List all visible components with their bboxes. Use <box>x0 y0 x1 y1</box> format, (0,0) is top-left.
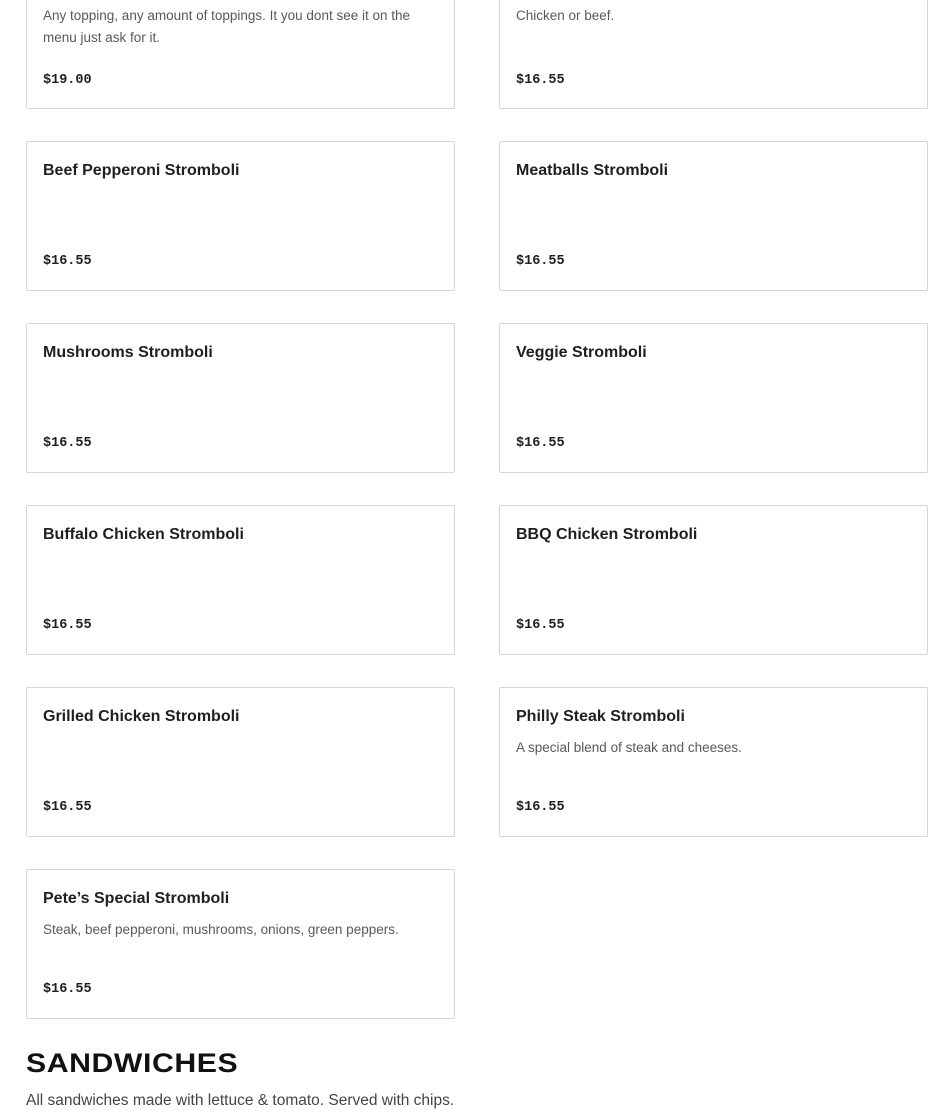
item-price: $16.55 <box>43 436 92 451</box>
item-name: Philly Steak Stromboli <box>516 708 685 725</box>
menu-item-card[interactable] <box>499 687 928 837</box>
item-price: $16.55 <box>516 73 565 88</box>
menu-item-card[interactable] <box>499 0 928 109</box>
item-name: Mushrooms Stromboli <box>43 344 213 361</box>
item-price: $16.55 <box>516 800 565 815</box>
item-name: Beef Pepperoni Stromboli <box>43 162 240 179</box>
item-description: Steak, beef pepperoni, mushrooms, onions, green peppers. <box>43 922 399 937</box>
item-name: Veggie Stromboli <box>516 344 647 361</box>
item-name: Meatballs Stromboli <box>516 162 669 179</box>
menu-item-card[interactable] <box>26 0 455 109</box>
item-price: $16.55 <box>516 618 565 633</box>
menu-item-card[interactable] <box>499 141 928 291</box>
item-price: $16.55 <box>43 982 92 997</box>
item-name: Grilled Chicken Stromboli <box>43 708 240 725</box>
menu-item-card[interactable] <box>26 687 455 837</box>
item-price: $16.55 <box>516 254 565 269</box>
item-price: $16.55 <box>43 618 92 633</box>
item-price: $19.00 <box>43 73 92 88</box>
menu-item-card[interactable] <box>26 505 455 655</box>
item-description: A special blend of steak and cheeses. <box>516 740 742 755</box>
item-price: $16.55 <box>43 800 92 815</box>
item-price: $16.55 <box>43 254 92 269</box>
section-description: All sandwiches made with lettuce & tomato. Served with chips. <box>26 1092 455 1109</box>
menu-item-card[interactable] <box>499 323 928 473</box>
item-name: Pete’s Special Stromboli <box>43 890 230 907</box>
item-name: Buffalo Chicken Stromboli <box>43 526 244 543</box>
item-description: Any topping, any amount of toppings. It you dont see it on the menu just ask for it. <box>43 8 410 45</box>
section-title: SANDWICHES <box>26 1048 239 1078</box>
item-description: Chicken or beef. <box>516 8 615 23</box>
menu-item-card[interactable] <box>26 141 455 291</box>
menu-item-card[interactable] <box>499 505 928 655</box>
item-price: $16.55 <box>516 436 565 451</box>
menu-item-card[interactable] <box>26 869 455 1019</box>
menu-item-card[interactable] <box>26 323 455 473</box>
item-name: BBQ Chicken Stromboli <box>516 526 698 543</box>
